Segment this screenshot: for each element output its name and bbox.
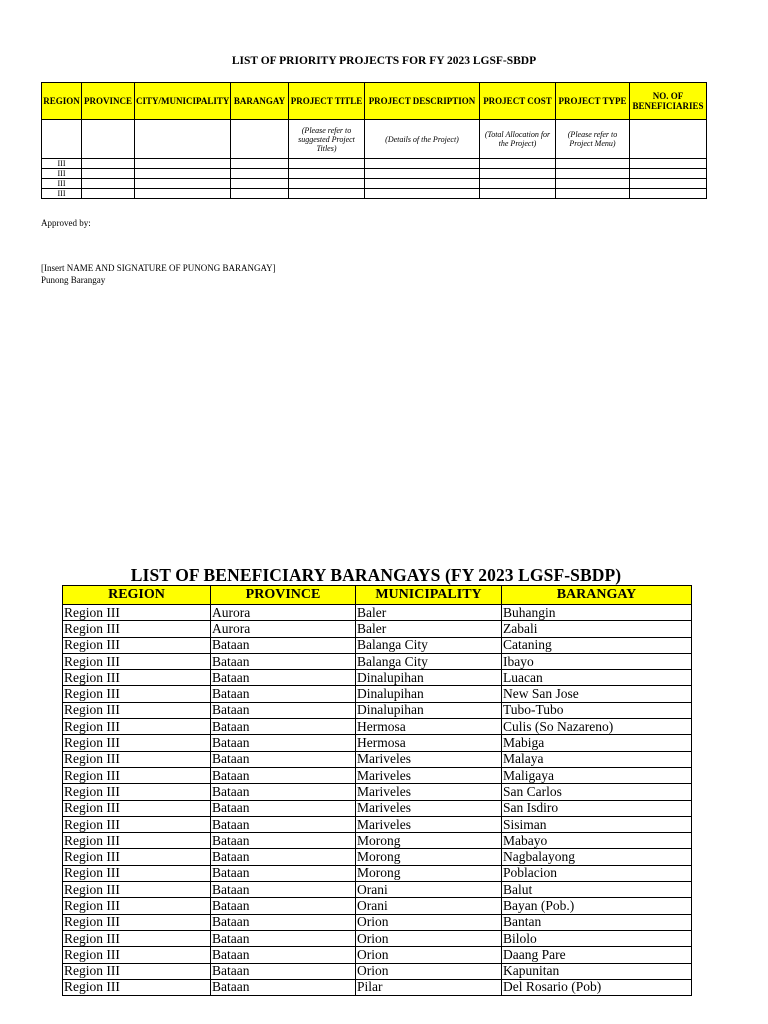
- barangay-cell: Balut: [502, 882, 692, 898]
- region-cell: Region III: [63, 767, 211, 783]
- barangay-cell: Tubo-Tubo: [502, 702, 692, 718]
- region-cell: Region III: [63, 800, 211, 816]
- header-project-title: PROJECT TITLE: [289, 83, 365, 120]
- note-project-type: (Please refer to Project Menu): [556, 120, 630, 159]
- barangay-cell: Bantan: [502, 914, 692, 930]
- municipality-cell: Balanga City: [356, 653, 502, 669]
- municipality-cell: Mariveles: [356, 751, 502, 767]
- province-cell: Bataan: [211, 767, 356, 783]
- barangay-cell: San Carlos: [502, 784, 692, 800]
- province-cell: Bataan: [211, 784, 356, 800]
- note-cell: [231, 120, 289, 159]
- barangay-cell: Mabiga: [502, 735, 692, 751]
- table-row: [63, 963, 692, 979]
- note-cell: [42, 120, 82, 159]
- barangay-cell: Malaya: [502, 751, 692, 767]
- region-cell: Region III: [63, 686, 211, 702]
- table-row: [42, 179, 707, 189]
- region-cell[interactable]: III: [42, 169, 82, 179]
- barangay-cell: Bilolo: [502, 930, 692, 946]
- municipality-cell: Orion: [356, 930, 502, 946]
- beneficiary-header-row: [63, 586, 692, 605]
- barangay-cell: Mabayo: [502, 833, 692, 849]
- barangay-cell: Nagbalayong: [502, 849, 692, 865]
- barangay-cell: Bayan (Pob.): [502, 898, 692, 914]
- municipality-cell: Pilar: [356, 979, 502, 995]
- province-cell: Bataan: [211, 865, 356, 881]
- province-cell: Bataan: [211, 914, 356, 930]
- region-cell: Region III: [63, 735, 211, 751]
- signatory-position: Punong Barangay: [41, 275, 106, 285]
- province-cell: Bataan: [211, 686, 356, 702]
- region-cell: Region III: [63, 898, 211, 914]
- note-project-description: (Details of the Project): [365, 120, 480, 159]
- province-cell: Bataan: [211, 670, 356, 686]
- table-row: [63, 784, 692, 800]
- barangay-cell: Luacan: [502, 670, 692, 686]
- region-cell: Region III: [63, 816, 211, 832]
- municipality-cell: Baler: [356, 621, 502, 637]
- barangay-cell: Ibayo: [502, 653, 692, 669]
- table-row: [63, 930, 692, 946]
- header-municipality: MUNICIPALITY: [356, 586, 502, 605]
- barangay-cell: Del Rosario (Pob): [502, 979, 692, 995]
- province-cell: Bataan: [211, 637, 356, 653]
- region-cell[interactable]: III: [42, 189, 82, 199]
- table-row: [63, 719, 692, 735]
- municipality-cell: Hermosa: [356, 735, 502, 751]
- header-barangay: BARANGAY: [502, 586, 692, 605]
- barangay-cell: Kapunitan: [502, 963, 692, 979]
- province-cell: Aurora: [211, 621, 356, 637]
- table-row: [63, 849, 692, 865]
- barangay-cell: Buhangin: [502, 605, 692, 621]
- municipality-cell: Dinalupihan: [356, 670, 502, 686]
- note-cell: [82, 120, 135, 159]
- table-row: [63, 735, 692, 751]
- region-cell: Region III: [63, 605, 211, 621]
- municipality-cell: Dinalupihan: [356, 702, 502, 718]
- municipality-cell: Dinalupihan: [356, 686, 502, 702]
- municipality-cell: Orion: [356, 963, 502, 979]
- region-cell: Region III: [63, 670, 211, 686]
- region-cell[interactable]: III: [42, 159, 82, 169]
- region-cell: Region III: [63, 719, 211, 735]
- barangay-cell: Daang Pare: [502, 947, 692, 963]
- note-cell: [135, 120, 231, 159]
- approved-by-label: Approved by:: [41, 218, 91, 228]
- header-barangay: BARANGAY: [231, 83, 289, 120]
- barangay-cell: New San Jose: [502, 686, 692, 702]
- barangay-cell: Zabali: [502, 621, 692, 637]
- municipality-cell: Baler: [356, 605, 502, 621]
- note-cell: [630, 120, 707, 159]
- table-row: [63, 898, 692, 914]
- province-cell: Bataan: [211, 751, 356, 767]
- beneficiary-rows: [63, 605, 692, 996]
- table-row: [63, 605, 692, 621]
- province-cell: Bataan: [211, 849, 356, 865]
- municipality-cell: Orani: [356, 882, 502, 898]
- table-row: [42, 189, 707, 199]
- table-row: [63, 686, 692, 702]
- province-cell: Bataan: [211, 653, 356, 669]
- province-cell: Bataan: [211, 833, 356, 849]
- header-city-municipality: CITY/MUNICIPALITY: [135, 83, 231, 120]
- table-row: [63, 621, 692, 637]
- header-region: REGION: [42, 83, 82, 120]
- province-cell: Bataan: [211, 963, 356, 979]
- municipality-cell: Mariveles: [356, 767, 502, 783]
- municipality-cell: Orani: [356, 898, 502, 914]
- table-row: [42, 169, 707, 179]
- header-region: REGION: [63, 586, 211, 605]
- region-cell: Region III: [63, 882, 211, 898]
- province-cell: Bataan: [211, 719, 356, 735]
- region-cell: Region III: [63, 833, 211, 849]
- priority-projects-table: [41, 82, 707, 199]
- header-beneficiaries: NO. OF BENEFICIARIES: [630, 83, 707, 120]
- region-cell: Region III: [63, 947, 211, 963]
- table-row: [63, 833, 692, 849]
- table-row: [42, 159, 707, 169]
- barangay-cell: Cataning: [502, 637, 692, 653]
- note-project-cost: (Total Allocation for the Project): [480, 120, 556, 159]
- province-cell: Bataan: [211, 882, 356, 898]
- barangay-cell: Poblacion: [502, 865, 692, 881]
- table-row: [63, 800, 692, 816]
- municipality-cell: Morong: [356, 833, 502, 849]
- province-cell: Bataan: [211, 898, 356, 914]
- note-project-title: (Please refer to suggested Project Titles): [289, 120, 365, 159]
- region-cell: Region III: [63, 963, 211, 979]
- province-cell: Bataan: [211, 979, 356, 995]
- municipality-cell: Morong: [356, 849, 502, 865]
- header-province: PROVINCE: [211, 586, 356, 605]
- province-cell: Aurora: [211, 605, 356, 621]
- region-cell[interactable]: III: [42, 179, 82, 189]
- priority-header-row: [42, 83, 707, 120]
- municipality-cell: Orion: [356, 947, 502, 963]
- region-cell: Region III: [63, 865, 211, 881]
- barangay-cell: Maligaya: [502, 767, 692, 783]
- table-row: [63, 702, 692, 718]
- region-cell: Region III: [63, 979, 211, 995]
- region-cell: Region III: [63, 751, 211, 767]
- municipality-cell: Mariveles: [356, 816, 502, 832]
- region-cell: Region III: [63, 621, 211, 637]
- municipality-cell: Morong: [356, 865, 502, 881]
- header-project-cost: PROJECT COST: [480, 83, 556, 120]
- header-project-description: PROJECT DESCRIPTION: [365, 83, 480, 120]
- table-row: [63, 914, 692, 930]
- barangay-cell: Culis (So Nazareno): [502, 719, 692, 735]
- municipality-cell: Orion: [356, 914, 502, 930]
- beneficiary-barangays-table: [62, 585, 692, 996]
- region-cell: Region III: [63, 702, 211, 718]
- table-row: [63, 979, 692, 995]
- region-cell: Region III: [63, 653, 211, 669]
- municipality-cell: Balanga City: [356, 637, 502, 653]
- table-row: [63, 767, 692, 783]
- signature-placeholder: [Insert NAME AND SIGNATURE OF PUNONG BARANGAY]: [41, 263, 276, 273]
- municipality-cell: Mariveles: [356, 800, 502, 816]
- region-cell: Region III: [63, 849, 211, 865]
- header-project-type: PROJECT TYPE: [556, 83, 630, 120]
- province-cell: Bataan: [211, 930, 356, 946]
- table-row: [63, 882, 692, 898]
- table-row: [63, 653, 692, 669]
- table-row: [63, 637, 692, 653]
- province-cell: Bataan: [211, 800, 356, 816]
- province-cell: Bataan: [211, 947, 356, 963]
- table-row: [63, 865, 692, 881]
- region-cell: Region III: [63, 637, 211, 653]
- region-cell: Region III: [63, 930, 211, 946]
- table-row: [63, 947, 692, 963]
- region-cell: Region III: [63, 784, 211, 800]
- province-cell: Bataan: [211, 702, 356, 718]
- municipality-cell: Hermosa: [356, 719, 502, 735]
- priority-notes-row: [42, 120, 707, 159]
- province-cell: Bataan: [211, 816, 356, 832]
- priority-projects-title: LIST OF PRIORITY PROJECTS FOR FY 2023 LGSF-SBDP: [231, 55, 537, 67]
- province-cell: Bataan: [211, 735, 356, 751]
- header-province: PROVINCE: [82, 83, 135, 120]
- table-row: [63, 816, 692, 832]
- barangay-cell: Sisiman: [502, 816, 692, 832]
- beneficiary-barangays-title: LIST OF BENEFICIARY BARANGAYS (FY 2023 LGSF-SBDP): [130, 565, 622, 585]
- municipality-cell: Mariveles: [356, 784, 502, 800]
- region-cell: Region III: [63, 914, 211, 930]
- barangay-cell: San Isdiro: [502, 800, 692, 816]
- table-row: [63, 670, 692, 686]
- table-row: [63, 751, 692, 767]
